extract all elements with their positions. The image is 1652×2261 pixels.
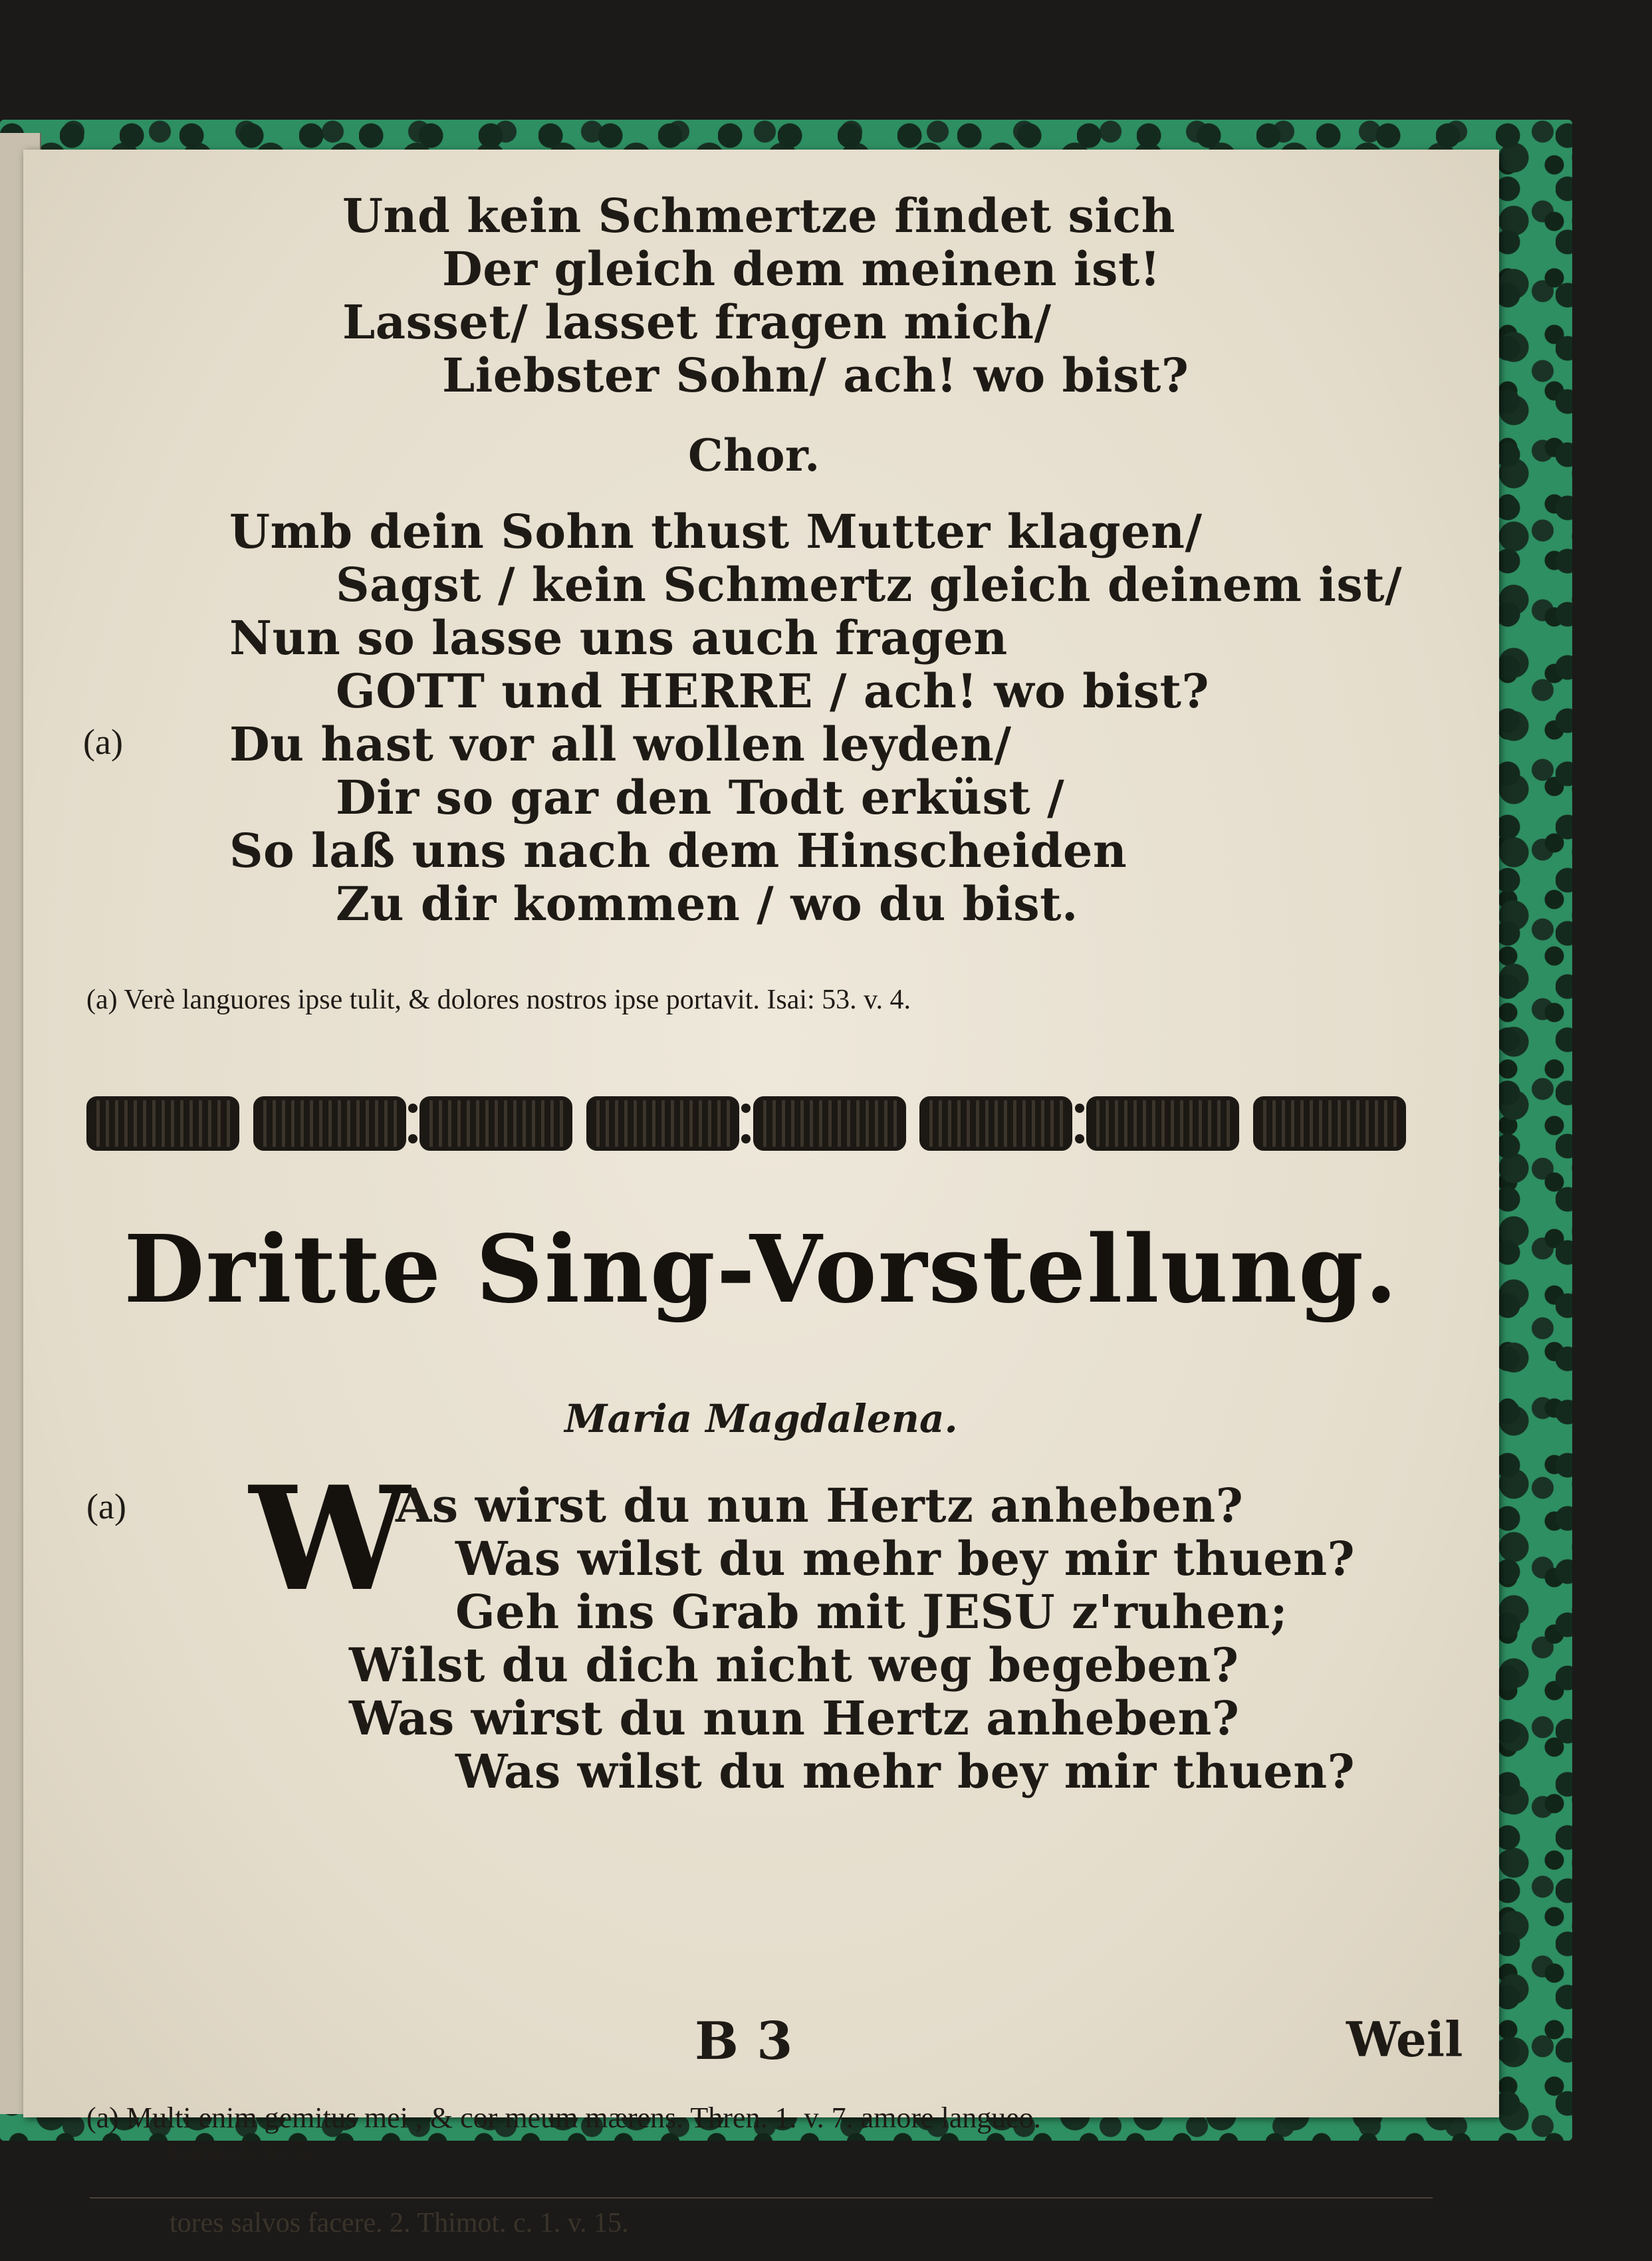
chor-heading: Chor. [688, 429, 820, 481]
stanza2-line-4: Wilst du dich nicht weg begeben? [349, 1637, 1239, 1693]
stanza1-line-1: Und kein Schmertze findet sich [342, 188, 1175, 243]
footnote-isaiah: (a) Verè languores ipse tulit, & dolores nostros ipse portavit. Isai: 53. v. 4. [86, 985, 911, 1015]
stanza1-line-4: Liebster Sohn/ ach! wo bist? [442, 348, 1189, 403]
catchword: Weil [1346, 2011, 1463, 2068]
stanza1-line-2: Der gleich dem meinen ist! [442, 241, 1161, 297]
chor-line-2: Sagst / kein Schmertz gleich deinem ist/ [336, 557, 1403, 612]
stanza2-line-1: As wirst du nun Hertz anheben? [396, 1478, 1244, 1533]
chor-line-8: Zu dir kommen / wo du bist. [336, 876, 1078, 931]
stanza2-line-2: Was wilst du mehr bey mir thuen? [455, 1531, 1356, 1586]
page-bottom-rule [90, 2197, 1433, 2199]
chor-line-5: Du hast vor all wollen leyden/ [229, 717, 1012, 772]
chor-line-7: So laß uns nach dem Hinscheiden [229, 823, 1127, 878]
stanza2-line-3: Geh ins Grab mit JESU z'ruhen; [455, 1584, 1288, 1639]
stanza1-line-3: Lasset/ lasset fragen mich/ [342, 295, 1052, 350]
chor-line-1: Umb dein Sohn thust Mutter klagen/ [229, 504, 1203, 559]
bleed-through-text: tores salvos facere. 2. Thimot. c. 1. v. 15. [170, 2208, 629, 2238]
margin-note-a-2: (a) [86, 1487, 126, 1526]
chor-line-6: Dir so gar den Todt erküst / [336, 770, 1065, 825]
footnote-threni: (a) Multi enim gemitus mei , & cor meum mærens. Thren. 1. v. 7. amore langueo. [86, 2101, 1041, 2134]
stanza2-line-5: Was wirst du nun Hertz anheben? [349, 1691, 1240, 1746]
margin-note-a: (a) [83, 722, 123, 762]
chor-line-3: Nun so lasse uns auch fragen [229, 610, 1008, 665]
section-title: Dritte Sing-Vorstellung. [124, 1215, 1399, 1324]
drop-capital: W [249, 1455, 410, 1623]
book-page [23, 150, 1499, 2238]
ornamental-divider [86, 1094, 1406, 1153]
footnote-threni-cont: Cant. 2. v. 5. [166, 2135, 315, 2167]
speaker-name: Maria Magdalena. [564, 1396, 958, 1441]
chor-line-4: GOTT und HERRE / ach! wo bist? [336, 663, 1209, 719]
signature-mark: B 3 [695, 2011, 793, 2072]
stanza2-line-6: Was wilst du mehr bey mir thuen? [455, 1744, 1356, 1799]
